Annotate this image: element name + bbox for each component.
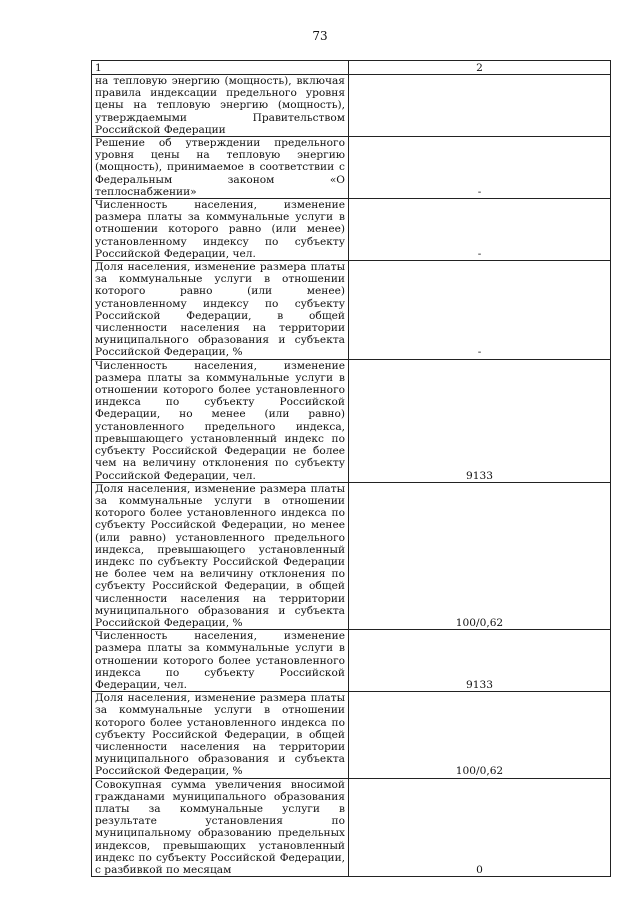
- row-value: -: [349, 199, 611, 261]
- row-description: Численность населения, изменение размера платы за коммунальные услуги в отношении которого равно (или менее) установленному индексу по субъекту Российской Федерации, чел.: [92, 199, 349, 261]
- row-value: [349, 75, 611, 137]
- table-row: [92, 137, 611, 199]
- row-value: 9133: [349, 630, 611, 692]
- column-header-1: 1: [92, 61, 349, 75]
- table-row: [92, 630, 611, 692]
- row-value: 9133: [349, 359, 611, 482]
- table-row: [92, 199, 611, 261]
- row-value: 100/0,62: [349, 692, 611, 778]
- data-table: [91, 60, 611, 877]
- row-description: Численность населения, изменение размера платы за коммунальные услуги в отношении которого более установленного индекса по субъекту Российской Федерации, чел.: [92, 630, 349, 692]
- column-header-2: 2: [349, 61, 611, 75]
- table-row: [92, 261, 611, 360]
- row-value: 100/0,62: [349, 482, 611, 629]
- row-description: Доля населения, изменение размера платы за коммунальные услуги в отношении которого равно (или менее) установленному индексу по субъекту Российской Федерации, в общей численности населения на территории муниципального образования и субъекта Российской Федерации, %: [92, 261, 349, 360]
- row-description: Решение об утверждении предельного уровня цены на тепловую энергию (мощность), принимаемое в соответствии с Федеральным законом «О теплоснабжении»: [92, 137, 349, 199]
- row-value: -: [349, 261, 611, 360]
- page-number: 73: [312, 29, 328, 43]
- table-header-row: [92, 61, 611, 75]
- table-row: [92, 359, 611, 482]
- table-row: [92, 692, 611, 778]
- row-description: Доля населения, изменение размера платы за коммунальные услуги в отношении которого более установленного индекса по субъекту Российской Федерации, в общей численности населения на территории муниципального образования и субъекта Российской Федерации, %: [92, 692, 349, 778]
- row-description: Численность населения, изменение размера платы за коммунальные услуги в отношении которого более установленного индекса по субъекту Российской Федерации, но менее (или равно) установленного предельного индекса, превышающего установленный индекс по субъекту Российской Федерации не более чем на величину отклонения по субъекту Российской Федерации, чел.: [92, 359, 349, 482]
- row-description: Доля населения, изменение размера платы за коммунальные услуги в отношении которого более установленного индекса по субъекту Российской Федерации, но менее (или равно) установленного предельного индекса, превышающего установленный индекс по субъекту Российской Федерации не более чем на величину отклонения по субъекту Российской Федерации, в общей численности населения на территории муниципального образования и субъекта Российской Федерации, %: [92, 482, 349, 629]
- row-description: на тепловую энергию (мощность), включая правила индексации предельного уровня цены на тепловую энергию (мощность), утверждаемыми Правительством Российской Федерации: [92, 75, 349, 137]
- table-row: [92, 75, 611, 137]
- row-value: -: [349, 137, 611, 199]
- table-row: [92, 482, 611, 629]
- row-description: Совокупная сумма увеличения вносимой гражданами муниципального образования платы за коммунальные услуги в результате установления по муниципальному образованию предельных индексов, превышающих установленный индекс по субъекту Российской Федерации, с разбивкой по месяцам: [92, 778, 349, 877]
- table-row: [92, 778, 611, 877]
- row-value: 0: [349, 778, 611, 877]
